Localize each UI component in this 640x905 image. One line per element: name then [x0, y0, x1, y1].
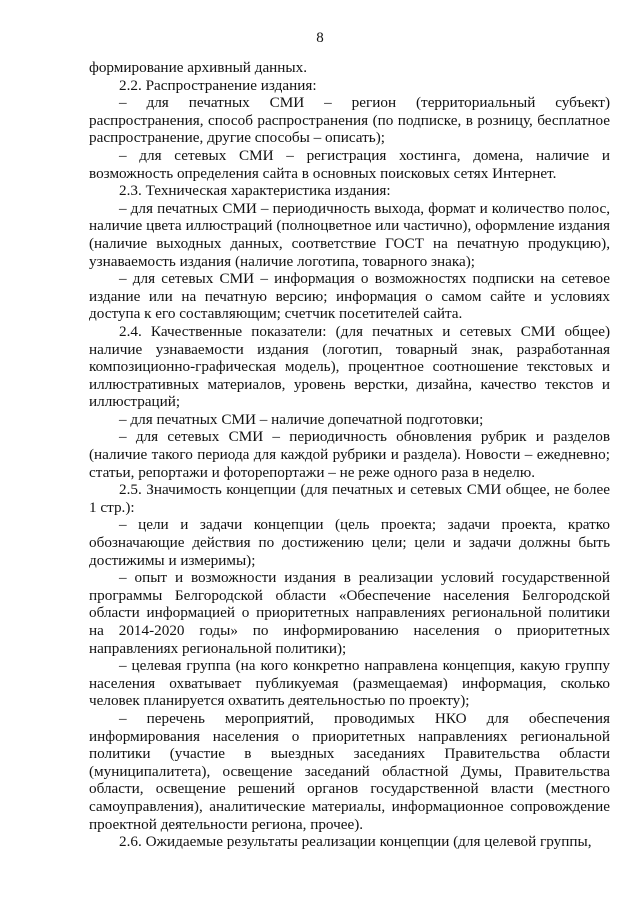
paragraph-p2: – для печатных СМИ – регион (территориальный субъект) распространения, способ распространения (по подписке, в розницу, бесплатное распространение, другие способы – описать);	[89, 94, 610, 147]
paragraph-p6: – для сетевых СМИ – информация о возможностях подписки на сетевое издание или на печатную версию; информация о самом сайте и условиях доступа к его составляющим; счетчик посетителей сайта.	[89, 270, 610, 323]
paragraph-p8: – для печатных СМИ – наличие допечатной подготовки;	[119, 410, 484, 428]
paragraph-p13: – целевая группа (на кого конкретно направлена концепция, какую группу населения охватывает публикуемая (размещаемая) информация, сколько человек планируется охватить деятельностью по проекту);	[89, 657, 610, 710]
paragraph-p9: – для сетевых СМИ – периодичность обновления рубрик и разделов (наличие такого периода для каждой рубрики и раздела). Новости – ежедневно; статьи, репортажи и фоторепортажи – не реже одного раза в неделю.	[89, 428, 610, 481]
page-number: 8	[316, 30, 324, 46]
paragraph-p14: – перечень мероприятий, проводимых НКО для обеспечения информирования населения о приоритетных направлениях региональной политики (участие в выездных заседаниях Правительства области (муниципалитета), освещение заседаний областной Думы, Правительства области, освещение решений органов государственной власти (местного самоуправления), аналитические материалы, информационное сопровождение проектной деятельности региона, прочее).	[89, 709, 610, 833]
paragraph-p7: 2.4. Качественные показатели: (для печатных и сетевых СМИ общее) наличие узнаваемости издания (логотип, товарный знак, разработанная композиционно-графическая модель), процентное соотношение текстовых и иллюстративных материалов, уровень верстки, дизайна, качество текстов и иллюстраций;	[89, 322, 610, 411]
paragraph-p3: – для сетевых СМИ – регистрация хостинга, домена, наличие и возможность определения сайта в основных поисковых сетях Интернет.	[89, 146, 610, 182]
paragraph-p10: 2.5. Значимость концепции (для печатных и сетевых СМИ общее, не более 1 стр.):	[89, 481, 610, 516]
document-body	[89, 59, 610, 851]
paragraph-p4: 2.3. Техническая характеристика издания:	[119, 182, 391, 200]
paragraph-p15: 2.6. Ожидаемые результаты реализации концепции (для целевой группы,	[119, 833, 592, 851]
paragraph-p11: – цели и задачи концепции (цель проекта; задачи проекта, кратко обозначающие действия по достижению цели; цели и задачи должны быть достижимы и измеримы);	[89, 516, 610, 569]
paragraph-p12: – опыт и возможности издания в реализации условий государственной программы Белгородской области «Обеспечение населения Белгородской области информацией о приоритетных направлениях региональной политики на 2014-2020 годы» по информированию населения о приоритетных направлениях региональной политики);	[89, 569, 610, 657]
paragraph-p5: – для печатных СМИ – периодичность выхода, формат и количество полос, наличие цвета иллюстраций (полноцветное или частично), оформление издания (наличие выходных данных, соответствие ГОСТ на печатную продукцию), узнаваемость издания (наличие логотипа, товарного знака);	[89, 199, 610, 270]
paragraph-p1: 2.2. Распространение издания:	[119, 76, 317, 94]
paragraph-p0: формирование архивный данных.	[89, 59, 308, 76]
